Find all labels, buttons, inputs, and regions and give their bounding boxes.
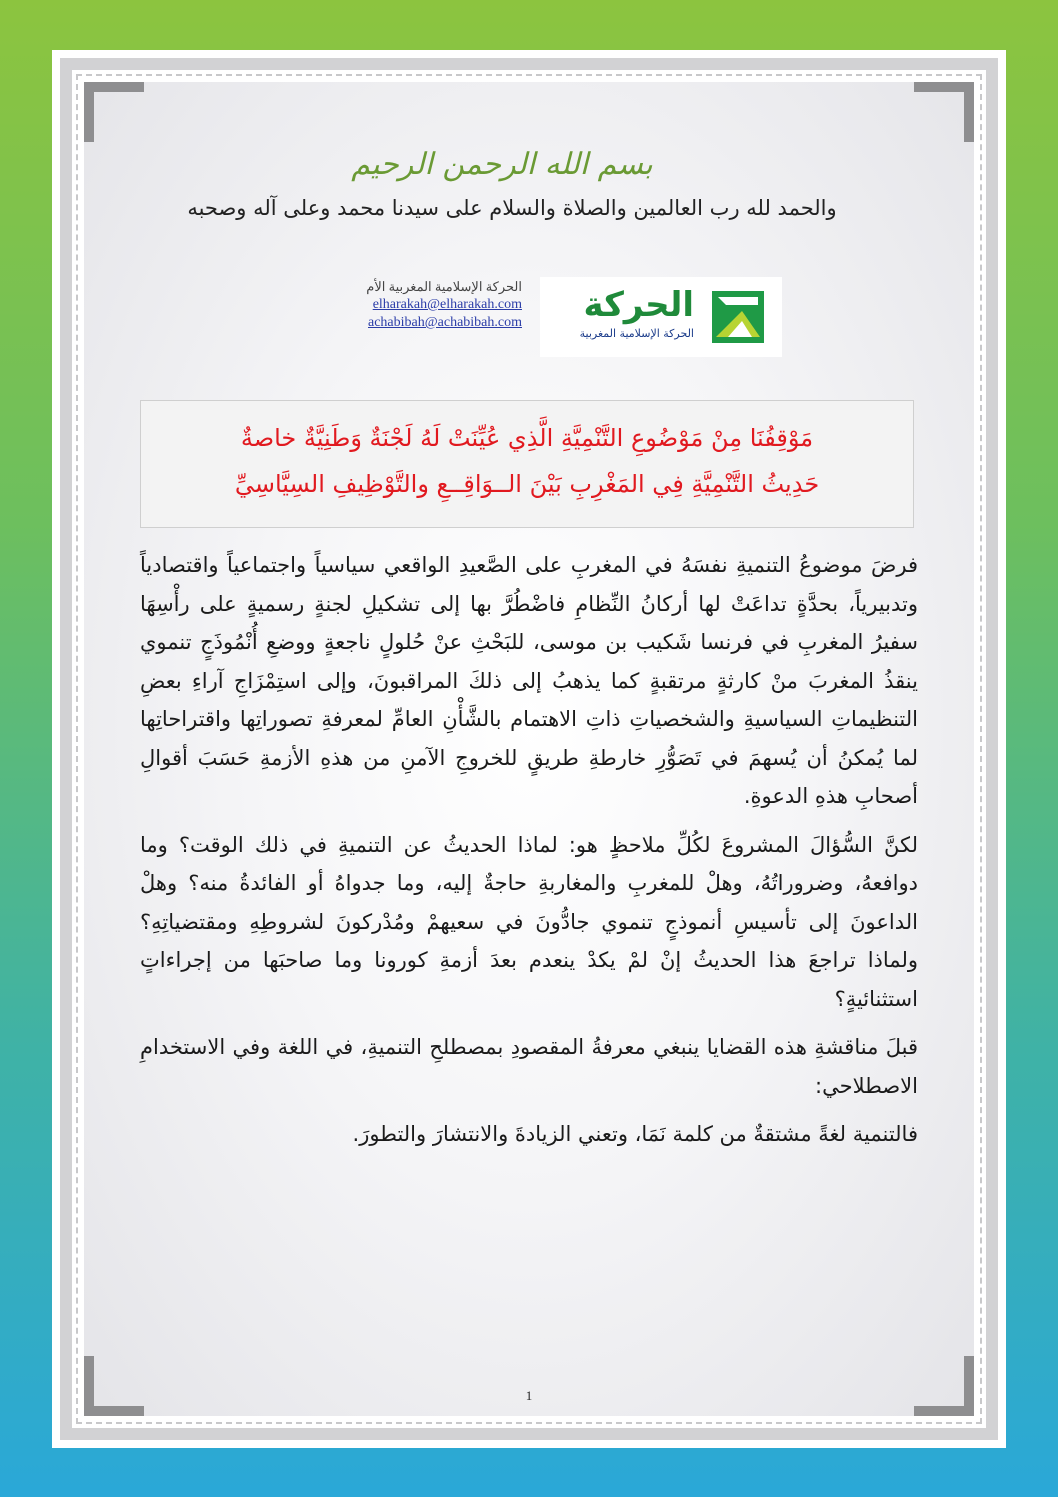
body-paragraph-4: فالتنمية لغةً مشتقةٌ من كلمة نَمَا، وتعني الزيادةَ والانتشارَ والتطورَ.	[352, 1122, 918, 1146]
hamd-line: والحمد لله رب العالمين والصلاة والسلام على سيدنا محمد وعلى آله وصحبه	[187, 196, 837, 220]
body-paragraph-1: فرضَ موضوعُ التنميةِ نفسَهُ في المغربِ على الصَّعيدِ الواقعي سياسياً واجتماعياً واقتصادياً وتدبيرياً، بحدَّةٍ تداعَتْ لها أركانُ النِّظامِ فاضْطُرَّ بها إلى تشكيلِ لجنةٍ رسميةٍ على رأْسِهَا سفيرُ المغربِ في فرنسا شَكيب بن موسى، للبَحْثِ عنْ حُلولٍ ناجعةٍ ووضعِ أُنْمُوذَجٍ تنموي ينقذُ المغربَ منْ كارثةٍ مرتقبةٍ كما يذهبُ إلى ذلكَ المراقبونَ، وإلى استِمْزَاجِ آراءِ بعضِ التنظيماتِ السياسيةِ والشخصياتِ ذاتِ الاهتمام بالشَّأْنِ العامِّ لمعرفةِ تصوراتِها واقتراحاتِها لما يُمكنُ أن يُسهمَ في تَصَوُّرِ خارطةِ طريقٍ للخروجِ الآمنِ من هذهِ الأزمةِ حَسَبَ أقوالِ أصحابِ هذهِ الدعوةِ.	[140, 553, 918, 808]
corner-ornament-top-left	[84, 82, 144, 142]
article-title-line-1: مَوْقِفُنَا مِنْ مَوْضُوعِ التَّنْمِيَّةِ الَّذِي عُيِّنَتْ لَهُ لَجْنَةٌ وَطَنِيَّةٌ خاصةٌ	[240, 424, 814, 452]
body-paragraph-3: قبلَ مناقشةِ هذه القضايا ينبغي معرفةُ المقصودِ بمصطلحِ التنميةِ، في اللغة وفي الاستخدامِ الاصطلاحي:	[140, 1035, 918, 1098]
email-link-elharakah[interactable]: elharakah@elharakah.com	[372, 297, 522, 312]
article-title-box	[140, 400, 914, 528]
logo-wordmark: الحركة	[583, 285, 694, 325]
logo-mark-icon	[712, 291, 764, 343]
article-body	[140, 546, 918, 1164]
basmala-calligraphy: بسم الله الرحمن الرحيم	[351, 147, 653, 182]
email-link-achabibah[interactable]: achabibah@achabibah.com	[368, 315, 522, 330]
document-page	[52, 50, 1006, 1448]
logo-subtitle: الحركة الإسلامية المغربية	[579, 327, 694, 340]
corner-ornament-bottom-right	[914, 1356, 974, 1416]
organization-name: الحركة الإسلامية المغربية الأم	[366, 279, 522, 294]
organization-logo	[540, 277, 782, 357]
corner-ornament-top-right	[914, 82, 974, 142]
page-number: 1	[525, 1388, 533, 1403]
body-paragraph-2: لكنَّ السُّؤالَ المشروعَ لكُلِّ ملاحظٍ هو: لماذا الحديثُ عن التنميةِ في ذلك الوقت؟ وما دوافعهُ، وضروراتُهُ، وهلْ للمغربِ والمغاربةِ حاجةٌ إليه، وما جدواهُ أو الفائدةُ منه؟ وهلْ الداعونَ إلى تأسيسِ أنموذجٍ تنموي جادُّونَ في سعيهمْ ومُدْركونَ لشروطِهِ ومقتضياتِهِ؟ ولماذا تراجعَ هذا الحديثُ إنْ لمْ يكدْ ينعدم بعدَ أزمةِ كورونا وما صاحبَها من إجراءاتٍ استثنائيةٍ؟	[140, 832, 918, 1011]
organization-contact	[282, 278, 522, 332]
corner-ornament-bottom-left	[84, 1356, 144, 1416]
article-title-line-2: حَدِيثُ التَّنْمِيَّةِ فِي المَغْرِبِ بَيْنَ الــوَاقِــعِ والتَّوْظِيفِ السِيَّاسِيِّ	[234, 470, 820, 498]
